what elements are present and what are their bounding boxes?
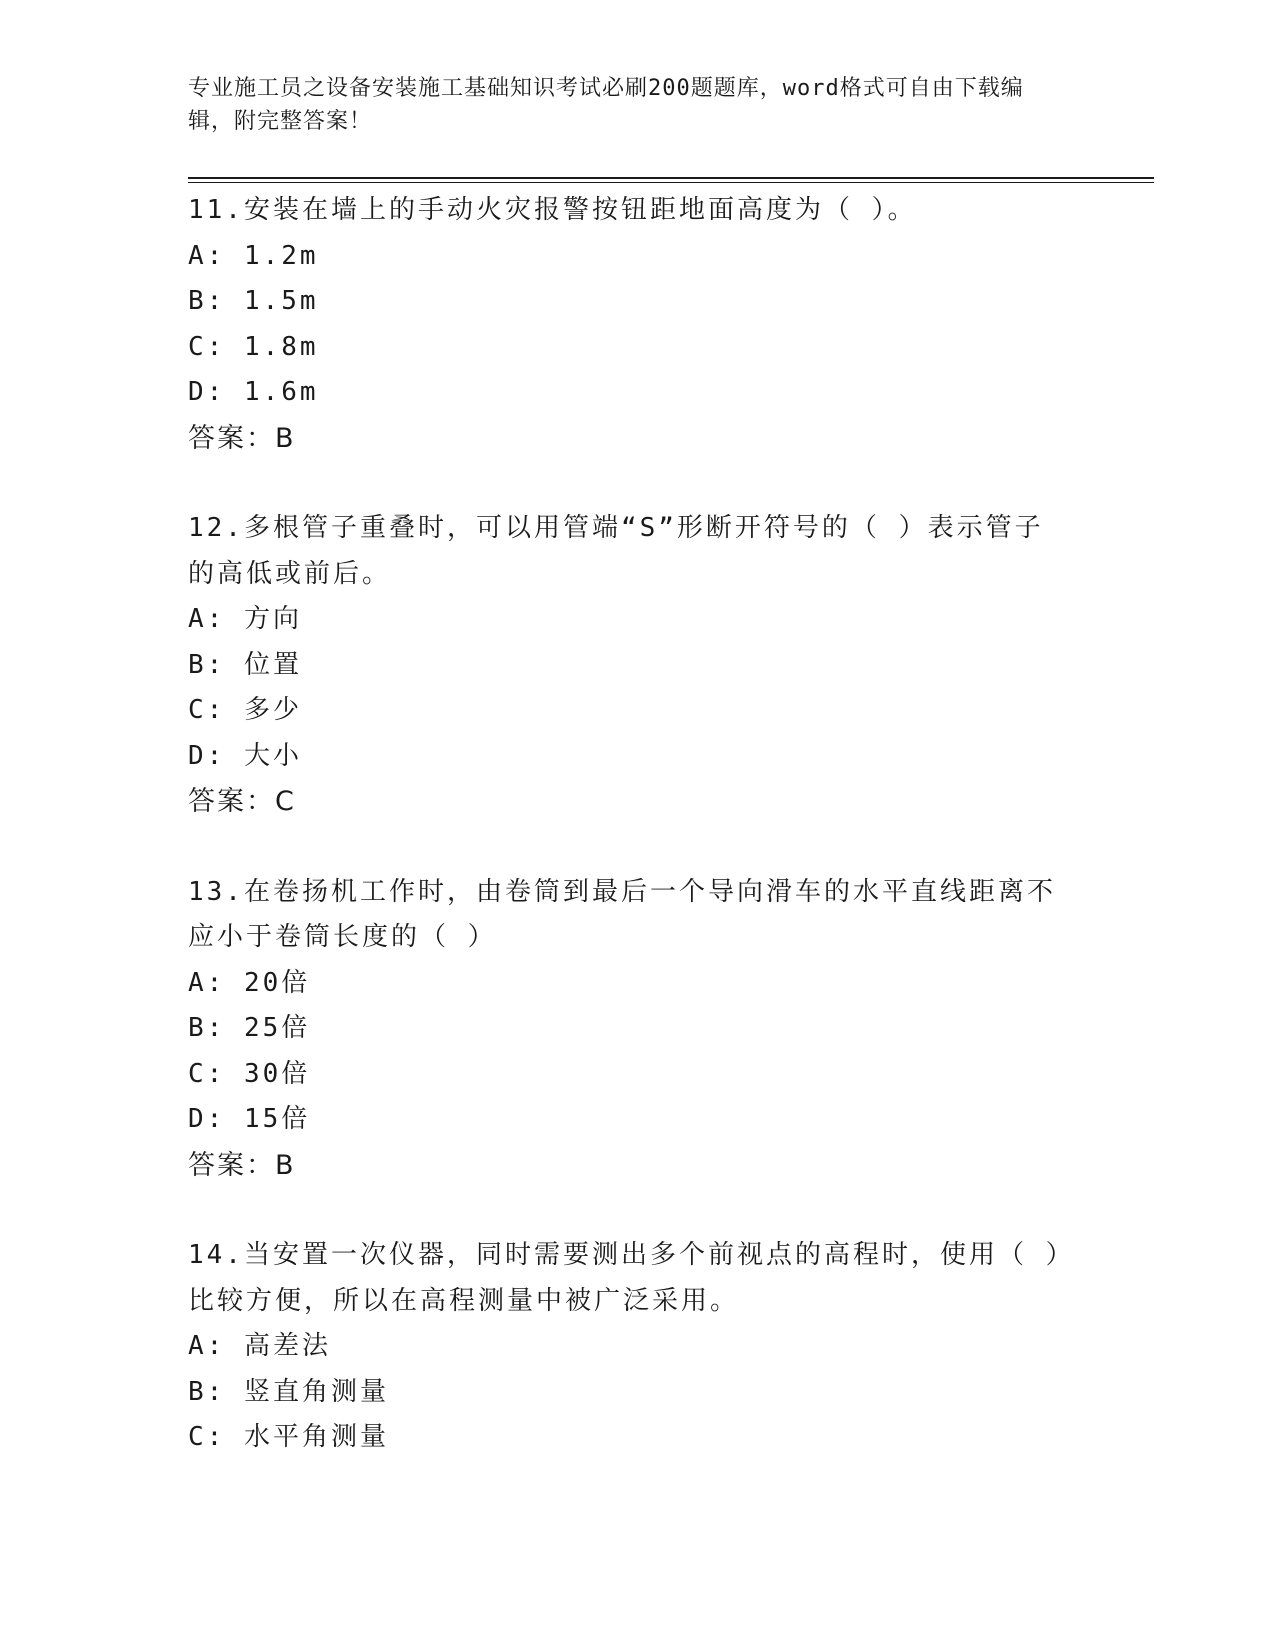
option-b: B: 25倍 bbox=[188, 1013, 311, 1043]
option-c: C: 30倍 bbox=[188, 1058, 311, 1089]
question-13 bbox=[188, 870, 1088, 1189]
option-b: B: 竖直角测量 bbox=[188, 1376, 389, 1407]
document-header-title: 专业施工员之设备安装施工基础知识考试必刷200题题库，word格式可自由下载编辑，附完整答案！ bbox=[188, 76, 1024, 134]
header-divider-thin bbox=[188, 182, 1154, 183]
option-c: C: 1.8m bbox=[188, 331, 319, 362]
option-d: D: 1.6m bbox=[188, 377, 319, 407]
option-d: D: 大小 bbox=[188, 740, 302, 771]
option-b: B: 位置 bbox=[188, 649, 302, 680]
option-b: B: 1.5m bbox=[188, 286, 319, 316]
option-d: D: 15倍 bbox=[188, 1104, 311, 1134]
option-c: C: 水平角测量 bbox=[188, 1422, 389, 1452]
question-12 bbox=[188, 506, 1088, 825]
answer-label: 答案：C bbox=[188, 786, 296, 817]
question-list bbox=[188, 188, 1088, 1461]
option-c: C: 多少 bbox=[188, 695, 302, 725]
option-a: A: 方向 bbox=[188, 604, 302, 634]
option-a: A: 20倍 bbox=[188, 967, 311, 998]
header-divider-thick bbox=[188, 177, 1154, 179]
question-text: 12.多根管子重叠时，可以用管端“S”形断开符号的（ ）表示管子的高低或前后。 bbox=[188, 513, 1044, 589]
option-a: A: 1.2m bbox=[188, 240, 319, 271]
answer-label: 答案：B bbox=[188, 422, 296, 454]
question-spacer bbox=[188, 461, 1088, 506]
question-spacer bbox=[188, 825, 1088, 870]
question-11 bbox=[188, 188, 1088, 461]
question-text: 11.安装在墙上的手动火灾报警按钮距地面高度为（ ）。 bbox=[188, 195, 917, 225]
question-spacer bbox=[188, 1188, 1088, 1233]
question-text: 13.在卷扬机工作时，由卷筒到最后一个导向滑车的水平直线距离不应小于卷筒长度的（ ） bbox=[188, 876, 1056, 952]
question-14 bbox=[188, 1233, 1088, 1461]
option-a: A: 高差法 bbox=[188, 1331, 331, 1361]
answer-label: 答案：B bbox=[188, 1149, 296, 1181]
question-text: 14.当安置一次仪器，同时需要测出多个前视点的高程时，使用（ ）比较方便，所以在高程测量中被广泛采用。 bbox=[188, 1240, 1062, 1316]
